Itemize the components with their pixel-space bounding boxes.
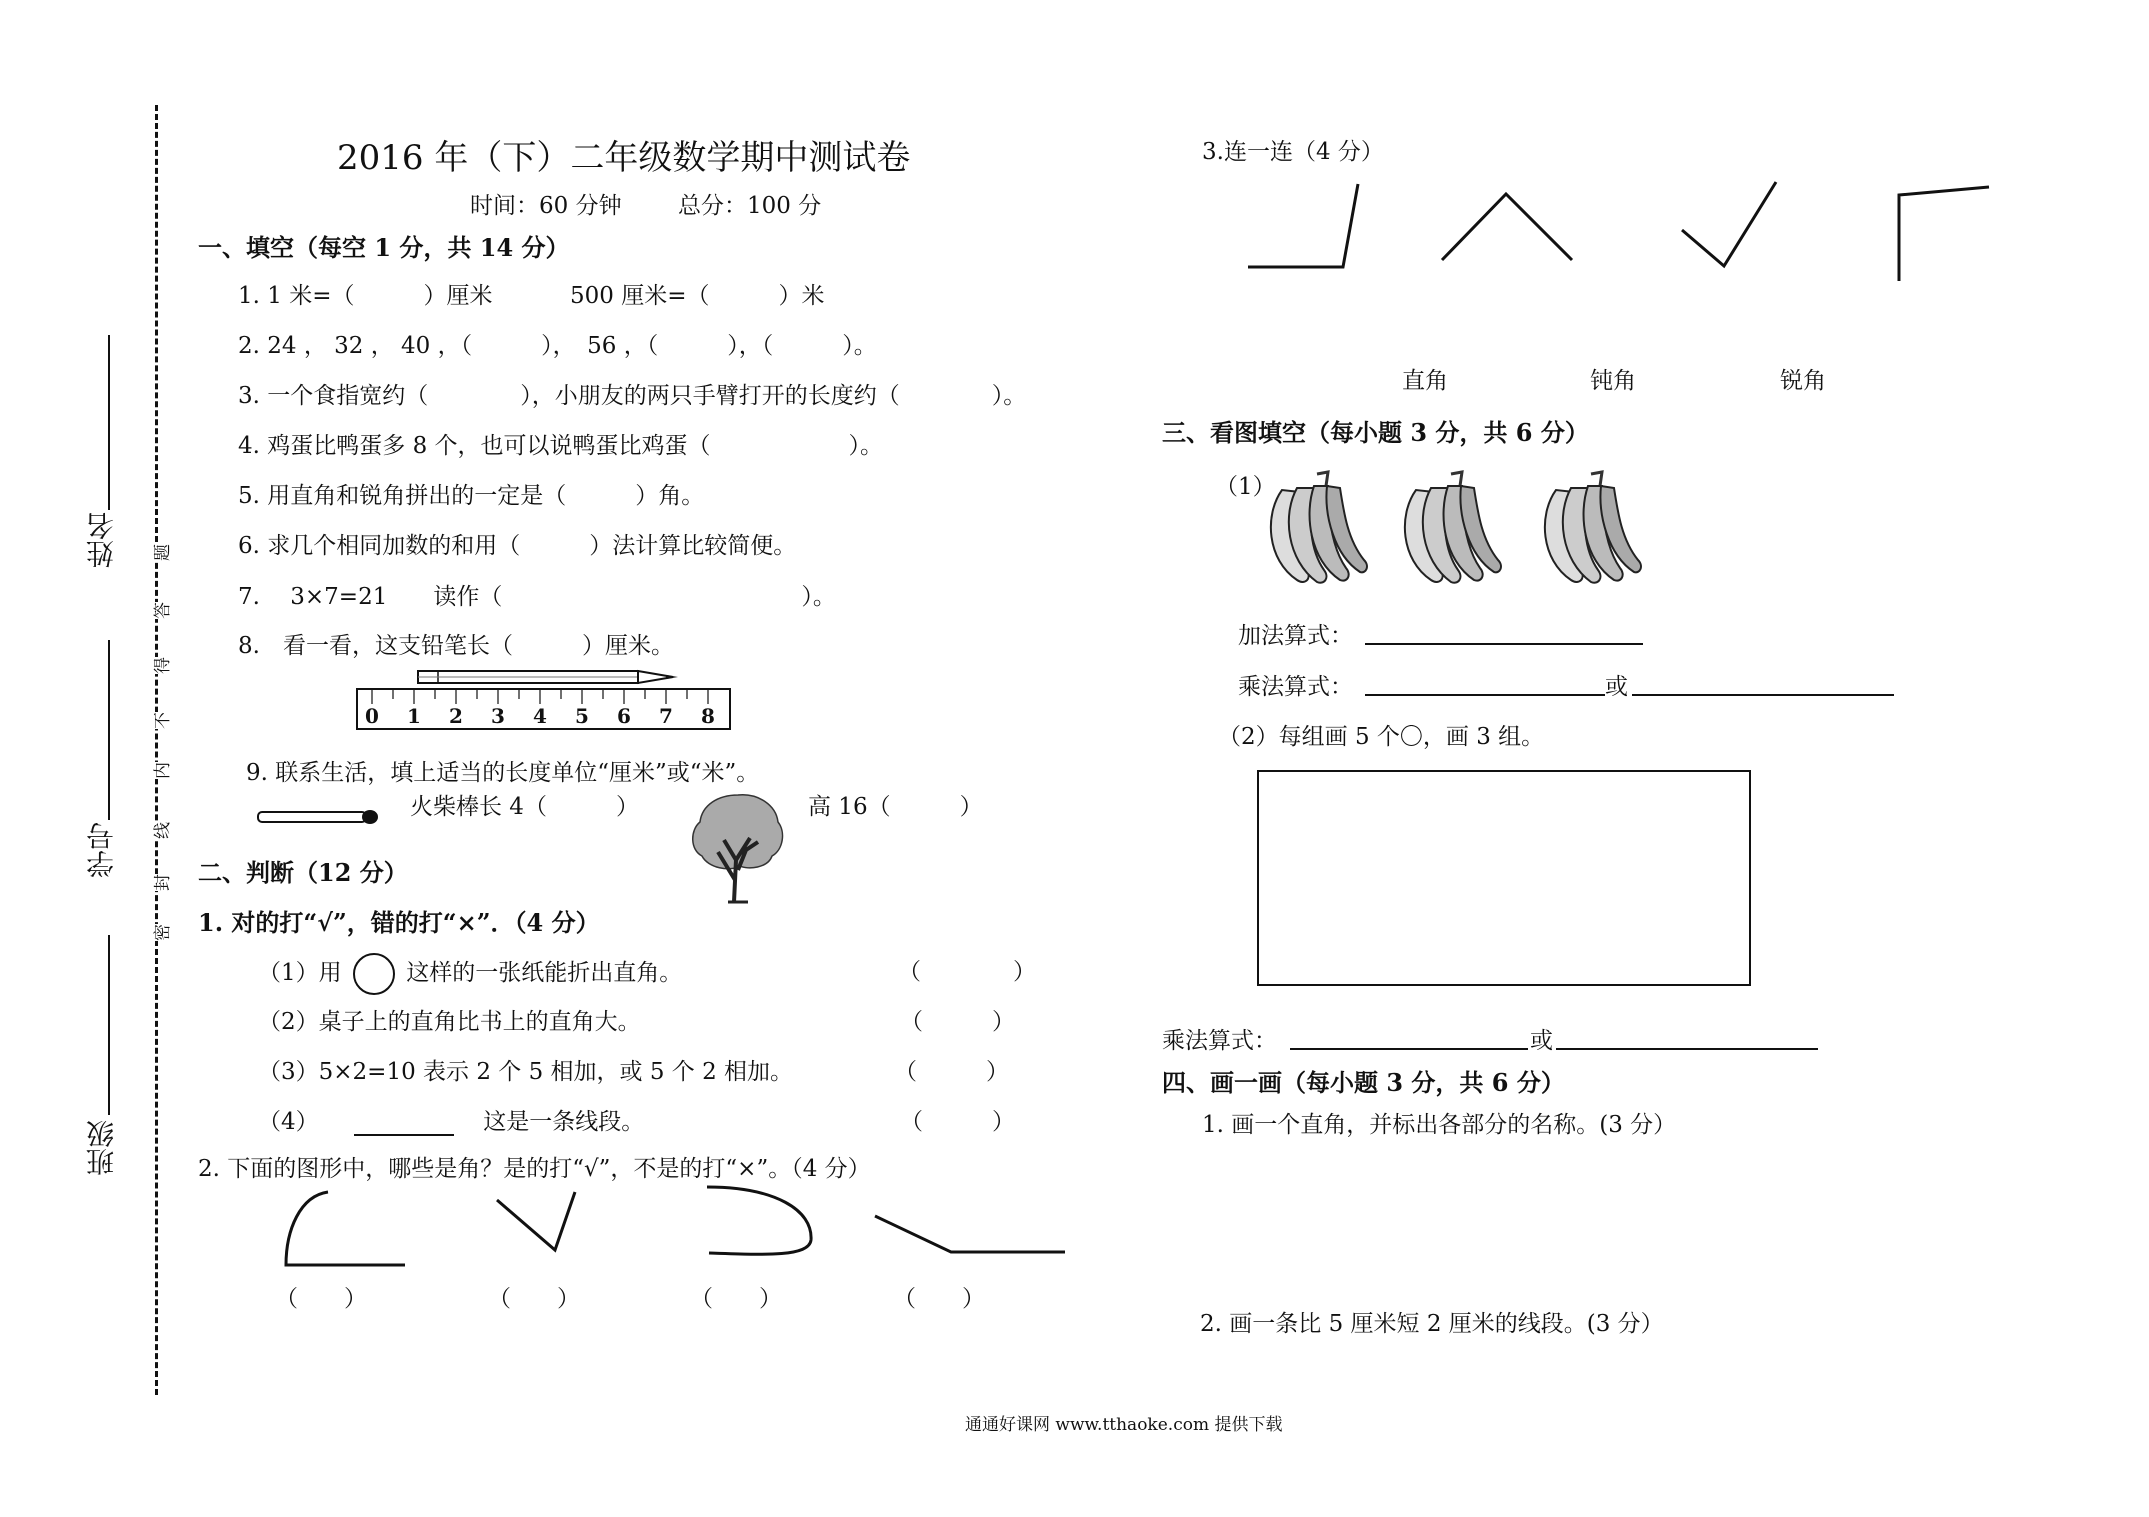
section1-heading: 一、填空（每空 1 分，共 14 分） [198,233,570,262]
banana-bunch-icon-2 [1396,470,1506,590]
section2-heading: 二、判断（12 分） [198,858,408,887]
banana-bunch-icon-1 [1262,470,1372,590]
label-acute-angle: 锐角 [1780,368,1826,394]
seal-char-3: 线 [148,822,173,839]
part-1-label: （1） [1215,474,1276,500]
ruler-tick-3: 3 [491,704,505,728]
multiplication2-answer-line-2[interactable] [1556,1048,1818,1050]
multiplication-label: 乘法算式： [1238,674,1353,700]
seal-char-2: 封 [148,874,173,891]
name-label: 姓名 [85,512,118,568]
exam-time: 时间：60 分钟 [470,193,622,219]
section2-sub2: 2. 下面的图形中，哪些是角？是的打“√”，不是的打“×”。（4 分） [198,1156,871,1182]
label-obtuse-angle: 钝角 [1590,368,1636,394]
section3-heading: 三、看图填空（每小题 3 分，共 6 分） [1162,418,1589,447]
judge-1-post: 这样的一张纸能折出直角。 [406,960,683,986]
judge-2: （2）桌子上的直角比书上的直角大。 [258,1009,641,1035]
seal-char-7: 答 [148,602,173,619]
angle-shape-3 [1680,180,1780,270]
ruler-tick-0: 0 [365,704,379,728]
section4-heading: 四、画一画（每小题 3 分，共 6 分） [1162,1068,1565,1097]
shape-bent-line [873,1212,1068,1262]
seal-char-8: 题 [148,544,173,561]
label-right-angle: 直角 [1402,368,1448,394]
judge-4-pre: （4） [258,1109,319,1135]
exam-total: 总分：100 分 [678,193,822,219]
angle-shape-2 [1440,190,1580,265]
pencil-ruler-figure [356,668,734,738]
question-7: 7. 3×7=21 读作（ ）。 [238,584,836,610]
segment-blank [354,1112,454,1136]
question-9a: 火柴棒长 4（ ） [410,794,639,820]
judge-2-mark[interactable]: （ ） [900,1009,1015,1035]
question-9: 9. 联系生活，填上适当的长度单位“厘米”或“米”。 [246,760,760,786]
angle-shape-1 [1248,182,1378,277]
circle-paper-icon [353,953,395,995]
judge-1 [258,953,682,995]
shape-answer-4[interactable]: （ ） [893,1286,985,1312]
footer-text: 通通好课网 www.tthaoke.com 提供下载 [965,1415,1283,1435]
question-9b: 高 16（ ） [808,794,983,820]
page-title: 2016 年（下）二年级数学期中测试卷 [337,138,911,178]
ruler [356,688,731,730]
judge-4-mark[interactable]: （ ） [900,1109,1015,1135]
section2-sub1: 1. 对的打“√”，错的打“×”．（4 分） [198,908,600,937]
shape-curve-closed [705,1185,820,1265]
multiplication-answer-line-1[interactable] [1365,694,1605,696]
ruler-tick-8: 8 [701,704,715,728]
shape-angle-v [495,1190,585,1260]
class-label: 班级 [85,1120,118,1176]
judge-1-mark[interactable]: （ ） [898,959,1036,985]
pencil-icon [418,668,698,688]
question-8: 8. 看一看，这支铅笔长（ ）厘米。 [238,633,674,659]
shape-answer-2[interactable]: （ ） [488,1286,580,1312]
ruler-tick-1: 1 [407,704,421,728]
seal-char-1: 密 [148,924,173,941]
ruler-tick-7: 7 [659,704,673,728]
student-id-underline [108,640,110,820]
addition-label: 加法算式： [1238,623,1353,649]
ruler-tick-5: 5 [575,704,589,728]
seal-char-6: 得 [148,657,173,674]
or-text-1: 或 [1605,674,1628,700]
ruler-tick-6: 6 [617,704,631,728]
multiplication-answer-line-2[interactable] [1632,694,1894,696]
ruler-tick-4: 4 [533,704,547,728]
seal-char-5: 不 [148,712,173,729]
draw-question-2: 2. 画一条比 5 厘米短 2 厘米的线段。(3 分） [1200,1311,1664,1337]
judge-3: （3）5×2=10 表示 2 个 5 相加，或 5 个 2 相加。 [258,1059,794,1085]
ruler-tick-2: 2 [449,704,463,728]
judge-3-mark[interactable]: （ ） [894,1059,1009,1085]
judge-1-pre: （1）用 [258,960,342,986]
question-1a: 1. 1 米=（ ）厘米 [238,283,493,309]
question-2: 2. 24 ， 32 ， 40 ，（ ）， 56 ，（ ），（ ）。 [238,333,877,359]
question-5: 5. 用直角和锐角拼出的一定是（ ）角。 [238,483,705,509]
binding-dashed-line [155,105,158,1395]
shape-answer-3[interactable]: （ ） [690,1286,782,1312]
judge-4-post: 这是一条线段。 [483,1109,645,1135]
matchstick-icon [258,808,383,828]
part-2-text: （2）每组画 5 个〇，画 3 组。 [1218,724,1545,750]
question-1b: 500 厘米=（ ）米 [570,283,825,309]
multiplication2-answer-line-1[interactable] [1290,1048,1528,1050]
shape-answer-1[interactable]: （ ） [275,1286,367,1312]
judge-4 [258,1103,644,1136]
question-4: 4. 鸡蛋比鸭蛋多 8 个，也可以说鸭蛋比鸡蛋（ ）。 [238,433,884,459]
or-text-2: 或 [1530,1028,1553,1054]
question-3: 3. 一个食指宽约（ ），小朋友的两只手臂打开的长度约（ ）。 [238,383,1027,409]
seal-char-4: 内 [148,762,173,779]
drawing-box[interactable] [1257,770,1751,986]
tree-icon [688,790,788,905]
addition-answer-line[interactable] [1365,643,1643,645]
multiplication-label-2: 乘法算式： [1162,1028,1277,1054]
angle-shape-4 [1895,185,1995,285]
class-underline [108,935,110,1115]
question-3-connect: 3.连一连（4 分） [1202,139,1384,165]
name-underline [108,335,110,510]
banana-bunch-icon-3 [1536,470,1646,590]
shape-open-curve [280,1190,410,1270]
draw-question-1: 1. 画一个直角，并标出各部分的名称。(3 分） [1202,1112,1677,1138]
question-6: 6. 求几个相同加数的和用（ ）法计算比较简便。 [238,533,797,559]
student-id-label: 学号 [85,822,118,878]
